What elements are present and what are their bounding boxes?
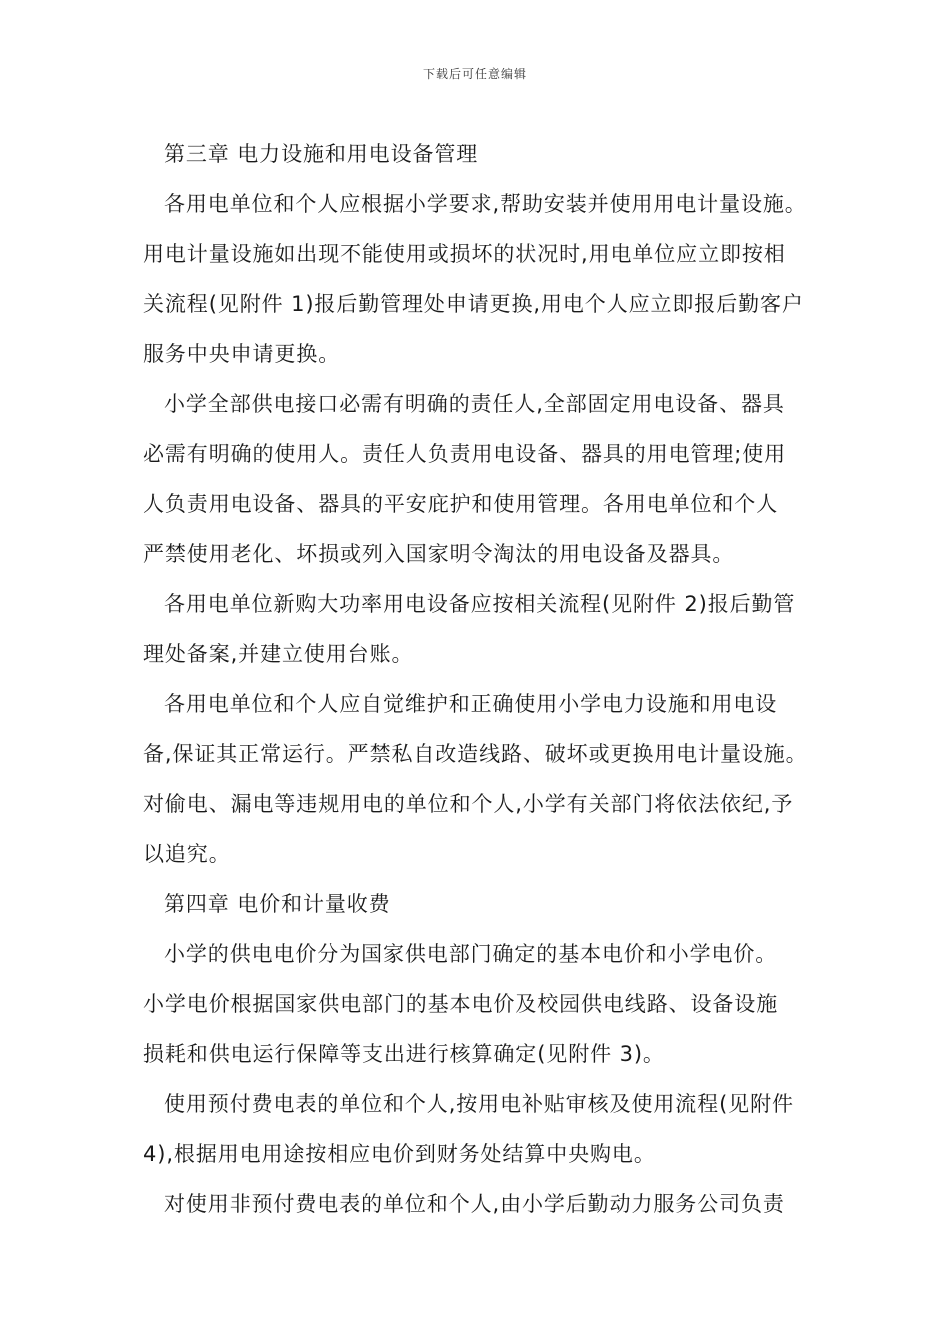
chapter-heading-3: 第三章 电力设施和用电设备管理 [164,142,479,166]
paragraph-line: 严禁使用老化、坏损或列入国家明令淘汰的用电设备及器具。 [143,542,735,566]
paragraph-line: 必需有明确的使用人。责任人负责用电设备、器具的用电管理;使用 [143,442,787,466]
paragraph-line: 4),根据用电用途按相应电价到财务处结算中央购电。 [143,1142,656,1166]
paragraph-line: 损耗和供电运行保障等支出进行核算确定(见附件 3)。 [143,1042,665,1066]
paragraph-line: 对偷电、漏电等违规用电的单位和个人,小学有关部门将依法依纪,予 [143,792,794,816]
paragraph-line: 各用电单位和个人应根据小学要求,帮助安装并使用用电计量设施。 [164,192,807,216]
page-header-note: 下载后可任意编辑 [422,67,527,81]
paragraph-line: 对使用非预付费电表的单位和个人,由小学后勤动力服务公司负责 [164,1192,785,1216]
paragraph-line: 小学的供电电价分为国家供电部门确定的基本电价和小学电价。 [164,942,778,966]
paragraph-line: 以追究。 [143,842,231,866]
paragraph-line: 理处备案,并建立使用台账。 [143,642,414,666]
paragraph-line: 服务中央申请更换。 [143,342,341,366]
paragraph-line: 用电计量设施如出现不能使用或损坏的状况时,用电单位应立即按相 [143,242,786,266]
paragraph-line: 关流程(见附件 1)报后勤管理处申请更换,用电个人应立即报后勤客户 [143,292,804,316]
paragraph-line: 小学全部供电接口必需有明确的责任人,全部固定用电设备、器具 [164,392,785,416]
paragraph-line: 小学电价根据国家供电部门的基本电价及校园供电线路、设备设施 [143,992,779,1016]
paragraph-line: 人负责用电设备、器具的平安庇护和使用管理。各用电单位和个人 [143,492,779,516]
chapter-heading-4: 第四章 电价和计量收费 [164,892,391,916]
paragraph-line: 各用电单位和个人应自觉维护和正确使用小学电力设施和用电设 [164,692,778,716]
document-body [143,129,815,1229]
paragraph-line: 各用电单位新购大功率用电设备应按相关流程(见附件 2)报后勤管 [164,592,796,616]
paragraph-line: 备,保证其正常运行。严禁私自改造线路、破坏或更换用电计量设施。 [143,742,808,766]
paragraph-line: 使用预付费电表的单位和个人,按用电补贴审核及使用流程(见附件 [164,1092,794,1116]
